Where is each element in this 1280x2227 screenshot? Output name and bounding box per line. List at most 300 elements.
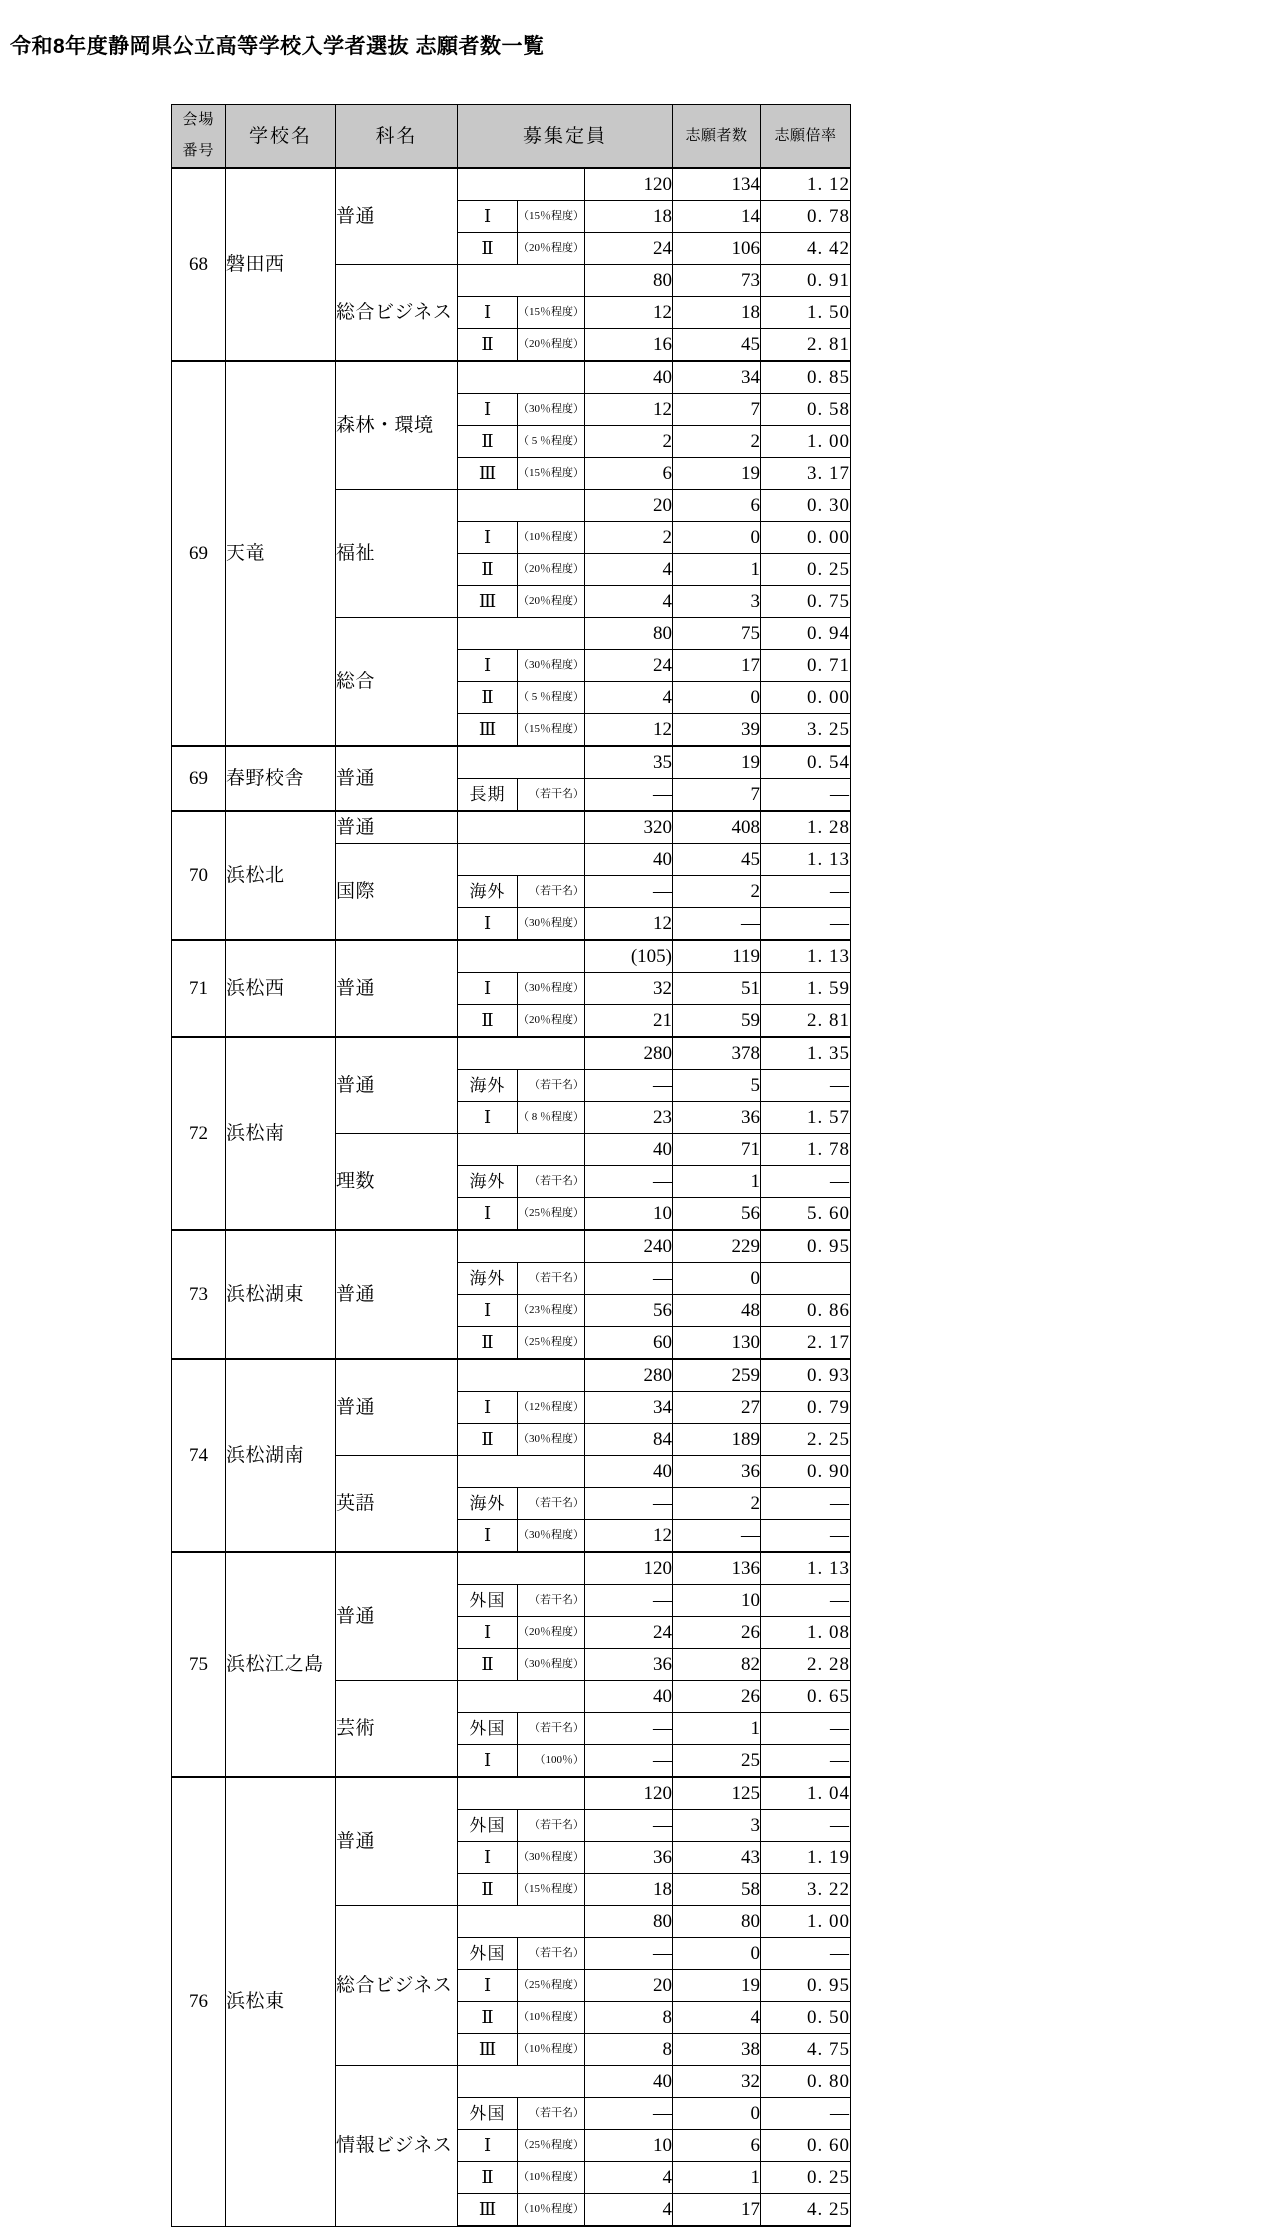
department-name-cell: 英語: [336, 1456, 458, 1553]
applicants-value-cell: 125: [673, 1777, 761, 1810]
quota-subcategory-empty: [458, 168, 585, 201]
quota-subcategory-percent: （23％程度）: [518, 1295, 585, 1327]
department-name-cell: 普通: [336, 746, 458, 811]
quota-subcategory-label: Ⅱ: [458, 426, 518, 458]
ratio-value-cell: 0. 86: [761, 1295, 851, 1327]
department-name-cell: 普通: [336, 940, 458, 1037]
applicants-value-cell: 56: [673, 1198, 761, 1231]
quota-subcategory-percent: （若干名）: [518, 1166, 585, 1198]
quota-value-cell: 6: [585, 458, 673, 490]
quota-value-cell: ―: [585, 1488, 673, 1520]
ratio-value-cell: ―: [761, 779, 851, 812]
quota-subcategory-percent: （20％程度）: [518, 586, 585, 618]
ratio-value-cell: 3. 22: [761, 1874, 851, 1906]
table-row: [172, 1777, 851, 1810]
applicants-value-cell: 1: [673, 2162, 761, 2194]
quota-subcategory-label: 海外: [458, 1070, 518, 1102]
ratio-value-cell: 1. 35: [761, 1037, 851, 1070]
quota-subcategory-label: Ⅱ: [458, 1005, 518, 1038]
quota-subcategory-label: 海外: [458, 1166, 518, 1198]
table-row: [172, 1552, 851, 1585]
quota-subcategory-percent: （若干名）: [518, 1585, 585, 1617]
quota-subcategory-percent: （15％程度）: [518, 458, 585, 490]
quota-value-cell: 20: [585, 1970, 673, 2002]
applicants-value-cell: 36: [673, 1102, 761, 1134]
quota-subcategory-percent: （30％程度）: [518, 650, 585, 682]
ratio-value-cell: 3. 25: [761, 714, 851, 747]
department-name-cell: 普通: [336, 1552, 458, 1681]
quota-subcategory-percent: （20％程度）: [518, 554, 585, 586]
ratio-value-cell: [761, 1263, 851, 1295]
department-name-cell: 総合ビジネス: [336, 1906, 458, 2066]
quota-value-cell: 12: [585, 394, 673, 426]
quota-subcategory-empty: [458, 618, 585, 650]
applicants-value-cell: 1: [673, 1166, 761, 1198]
ratio-value-cell: 0. 60: [761, 2130, 851, 2162]
applicants-value-cell: 5: [673, 1070, 761, 1102]
venue-number-cell: 69: [172, 361, 226, 746]
quota-subcategory-percent: （30％程度）: [518, 1520, 585, 1553]
ratio-value-cell: 0. 85: [761, 361, 851, 394]
ratio-value-cell: 1. 13: [761, 940, 851, 973]
ratio-value-cell: 0. 54: [761, 746, 851, 779]
quota-value-cell: 32: [585, 973, 673, 1005]
quota-subcategory-percent: （30％程度）: [518, 1842, 585, 1874]
department-name-cell: 普通: [336, 1359, 458, 1456]
quota-subcategory-percent: （若干名）: [518, 1070, 585, 1102]
quota-subcategory-percent: （20％程度）: [518, 1005, 585, 1038]
header-ratio: 志願倍率: [761, 105, 851, 169]
applicants-value-cell: 2: [673, 426, 761, 458]
quota-value-cell: 21: [585, 1005, 673, 1038]
quota-value-cell: 280: [585, 1359, 673, 1392]
department-name-cell: 総合ビジネス: [336, 265, 458, 362]
quota-subcategory-percent: （30％程度）: [518, 973, 585, 1005]
quota-value-cell: 40: [585, 844, 673, 876]
applicants-value-cell: 6: [673, 490, 761, 522]
quota-subcategory-empty: [458, 2066, 585, 2098]
quota-subcategory-empty: [458, 940, 585, 973]
table-row: [172, 1037, 851, 1070]
quota-subcategory-empty: [458, 844, 585, 876]
applicants-value-cell: 7: [673, 779, 761, 812]
quota-subcategory-percent: （30％程度）: [518, 394, 585, 426]
applicants-value-cell: 136: [673, 1552, 761, 1585]
ratio-value-cell: 0. 25: [761, 554, 851, 586]
ratio-value-cell: ―: [761, 1166, 851, 1198]
table-row: [172, 1230, 851, 1263]
quota-subcategory-label: Ⅱ: [458, 233, 518, 265]
table-row: [172, 361, 851, 394]
applicants-value-cell: 27: [673, 1392, 761, 1424]
applicants-value-cell: 408: [673, 811, 761, 844]
quota-value-cell: 2: [585, 426, 673, 458]
quota-value-cell: 40: [585, 1134, 673, 1166]
header-department-name: 科名: [336, 105, 458, 169]
quota-subcategory-percent: （10％程度）: [518, 522, 585, 554]
quota-subcategory-label: Ⅰ: [458, 394, 518, 426]
applicants-value-cell: 134: [673, 168, 761, 201]
ratio-value-cell: 0. 80: [761, 2066, 851, 2098]
quota-subcategory-empty: [458, 811, 585, 844]
quota-value-cell: ―: [585, 1166, 673, 1198]
quota-subcategory-percent: （20％程度）: [518, 1617, 585, 1649]
quota-subcategory-empty: [458, 1456, 585, 1488]
header-quota: 募集定員: [458, 105, 673, 169]
quota-subcategory-percent: （10％程度）: [518, 2162, 585, 2194]
applicants-value-cell: 19: [673, 746, 761, 779]
quota-value-cell: ―: [585, 1810, 673, 1842]
venue-number-cell: 71: [172, 940, 226, 1037]
quota-subcategory-label: Ⅰ: [458, 1745, 518, 1778]
venue-number-cell: 70: [172, 811, 226, 940]
quota-subcategory-empty: [458, 746, 585, 779]
ratio-value-cell: ―: [761, 908, 851, 941]
ratio-value-cell: 1. 19: [761, 1842, 851, 1874]
applicants-value-cell: 14: [673, 201, 761, 233]
ratio-value-cell: 1. 50: [761, 297, 851, 329]
applicants-value-cell: 51: [673, 973, 761, 1005]
applicants-value-cell: 43: [673, 1842, 761, 1874]
quota-value-cell: 40: [585, 1681, 673, 1713]
school-name-cell: 浜松湖東: [226, 1230, 336, 1359]
quota-value-cell: 80: [585, 618, 673, 650]
quota-subcategory-percent: （25％程度）: [518, 1327, 585, 1360]
quota-subcategory-percent: （若干名）: [518, 1810, 585, 1842]
quota-value-cell: 120: [585, 1777, 673, 1810]
ratio-value-cell: 1. 13: [761, 844, 851, 876]
quota-subcategory-empty: [458, 1037, 585, 1070]
applicants-value-cell: 18: [673, 297, 761, 329]
quota-subcategory-label: 外国: [458, 2098, 518, 2130]
quota-value-cell: 40: [585, 361, 673, 394]
quota-subcategory-percent: （若干名）: [518, 1488, 585, 1520]
quota-subcategory-label: Ⅱ: [458, 554, 518, 586]
quota-subcategory-percent: （20％程度）: [518, 233, 585, 265]
quota-subcategory-percent: （ 5 ％程度）: [518, 426, 585, 458]
ratio-value-cell: 3. 17: [761, 458, 851, 490]
quota-subcategory-percent: （10％程度）: [518, 2034, 585, 2066]
ratio-value-cell: 1. 59: [761, 973, 851, 1005]
quota-value-cell: 23: [585, 1102, 673, 1134]
applicants-value-cell: 82: [673, 1649, 761, 1681]
quota-value-cell: 40: [585, 2066, 673, 2098]
quota-subcategory-percent: （若干名）: [518, 2098, 585, 2130]
quota-subcategory-empty: [458, 1552, 585, 1585]
ratio-value-cell: ―: [761, 1713, 851, 1745]
applicants-value-cell: 75: [673, 618, 761, 650]
quota-subcategory-percent: （若干名）: [518, 1938, 585, 1970]
quota-subcategory-label: Ⅰ: [458, 1617, 518, 1649]
quota-subcategory-empty: [458, 1230, 585, 1263]
applicants-value-cell: 7: [673, 394, 761, 426]
quota-value-cell: ―: [585, 1585, 673, 1617]
quota-subcategory-percent: （12％程度）: [518, 1392, 585, 1424]
quota-value-cell: 34: [585, 1392, 673, 1424]
quota-value-cell: ―: [585, 1263, 673, 1295]
quota-value-cell: 320: [585, 811, 673, 844]
quota-subcategory-label: Ⅱ: [458, 2002, 518, 2034]
quota-subcategory-label: Ⅰ: [458, 650, 518, 682]
quota-value-cell: ―: [585, 1070, 673, 1102]
ratio-value-cell: 4. 25: [761, 2194, 851, 2227]
table-row: [172, 746, 851, 779]
applicants-value-cell: 130: [673, 1327, 761, 1360]
department-name-cell: 普通: [336, 1037, 458, 1134]
department-name-cell: 国際: [336, 844, 458, 941]
ratio-value-cell: 2. 81: [761, 1005, 851, 1038]
department-name-cell: 森林・環境: [336, 361, 458, 490]
quota-subcategory-label: Ⅱ: [458, 2162, 518, 2194]
applicants-value-cell: 58: [673, 1874, 761, 1906]
quota-value-cell: 4: [585, 2194, 673, 2227]
quota-subcategory-label: Ⅰ: [458, 297, 518, 329]
quota-subcategory-label: Ⅱ: [458, 1327, 518, 1360]
applicants-value-cell: 106: [673, 233, 761, 265]
applicants-table: [171, 104, 851, 2227]
header-venue-line1: 会場: [182, 112, 215, 128]
quota-value-cell: 84: [585, 1424, 673, 1456]
quota-subcategory-label: Ⅲ: [458, 586, 518, 618]
ratio-value-cell: ―: [761, 1938, 851, 1970]
quota-subcategory-percent: （若干名）: [518, 779, 585, 812]
venue-number-cell: 74: [172, 1359, 226, 1552]
table-body: [172, 168, 851, 2226]
applicants-value-cell: 2: [673, 1488, 761, 1520]
applicants-value-cell: 36: [673, 1456, 761, 1488]
applicants-value-cell: 259: [673, 1359, 761, 1392]
quota-value-cell: 12: [585, 714, 673, 747]
header-venue-line2: 番号: [182, 143, 215, 159]
quota-subcategory-label: Ⅱ: [458, 1874, 518, 1906]
quota-value-cell: 12: [585, 908, 673, 941]
quota-subcategory-label: 海外: [458, 1488, 518, 1520]
quota-subcategory-label: 海外: [458, 876, 518, 908]
quota-value-cell: 280: [585, 1037, 673, 1070]
venue-number-cell: 72: [172, 1037, 226, 1230]
applicants-value-cell: 1: [673, 554, 761, 586]
applicants-value-cell: 3: [673, 1810, 761, 1842]
ratio-value-cell: ―: [761, 2098, 851, 2130]
ratio-value-cell: 2. 17: [761, 1327, 851, 1360]
applicants-value-cell: 48: [673, 1295, 761, 1327]
quota-value-cell: 12: [585, 1520, 673, 1553]
table-row: [172, 940, 851, 973]
ratio-value-cell: 0. 58: [761, 394, 851, 426]
applicants-value-cell: 0: [673, 1938, 761, 1970]
applicants-value-cell: 25: [673, 1745, 761, 1778]
ratio-value-cell: 0. 50: [761, 2002, 851, 2034]
applicants-value-cell: 19: [673, 1970, 761, 2002]
quota-value-cell: 12: [585, 297, 673, 329]
quota-value-cell: 40: [585, 1456, 673, 1488]
ratio-value-cell: 0. 78: [761, 201, 851, 233]
applicants-value-cell: 6: [673, 2130, 761, 2162]
quota-subcategory-percent: （15％程度）: [518, 714, 585, 747]
applicants-value-cell: 17: [673, 650, 761, 682]
quota-subcategory-percent: （若干名）: [518, 1263, 585, 1295]
venue-number-cell: 73: [172, 1230, 226, 1359]
quota-subcategory-percent: （ 5 ％程度）: [518, 682, 585, 714]
school-name-cell: 浜松江之島: [226, 1552, 336, 1777]
quota-subcategory-percent: （30％程度）: [518, 1424, 585, 1456]
applicants-value-cell: 71: [673, 1134, 761, 1166]
ratio-value-cell: 0. 79: [761, 1392, 851, 1424]
quota-value-cell: 120: [585, 168, 673, 201]
school-name-cell: 浜松東: [226, 1777, 336, 2226]
quota-value-cell: 24: [585, 650, 673, 682]
quota-subcategory-label: 海外: [458, 1263, 518, 1295]
applicants-value-cell: 4: [673, 2002, 761, 2034]
applicants-value-cell: 1: [673, 1713, 761, 1745]
ratio-value-cell: 0. 00: [761, 682, 851, 714]
quota-value-cell: 16: [585, 329, 673, 362]
quota-value-cell: (105): [585, 940, 673, 973]
ratio-value-cell: 1. 13: [761, 1552, 851, 1585]
applicants-value-cell: 3: [673, 586, 761, 618]
applicants-value-cell: 73: [673, 265, 761, 297]
quota-subcategory-label: Ⅰ: [458, 1198, 518, 1231]
quota-subcategory-empty: [458, 1777, 585, 1810]
applicants-value-cell: 378: [673, 1037, 761, 1070]
quota-value-cell: 2: [585, 522, 673, 554]
ratio-value-cell: 0. 91: [761, 265, 851, 297]
quota-subcategory-label: Ⅰ: [458, 2130, 518, 2162]
department-name-cell: 福祉: [336, 490, 458, 618]
quota-value-cell: 8: [585, 2002, 673, 2034]
quota-value-cell: ―: [585, 2098, 673, 2130]
quota-value-cell: 56: [585, 1295, 673, 1327]
quota-subcategory-percent: （25％程度）: [518, 1970, 585, 2002]
quota-value-cell: 24: [585, 233, 673, 265]
quota-subcategory-label: Ⅲ: [458, 714, 518, 747]
quota-value-cell: ―: [585, 1745, 673, 1778]
department-name-cell: 芸術: [336, 1681, 458, 1778]
applicants-value-cell: 80: [673, 1906, 761, 1938]
ratio-value-cell: 0. 94: [761, 618, 851, 650]
quota-subcategory-label: Ⅲ: [458, 458, 518, 490]
quota-subcategory-percent: （15％程度）: [518, 1874, 585, 1906]
school-name-cell: 浜松南: [226, 1037, 336, 1230]
quota-value-cell: ―: [585, 876, 673, 908]
quota-value-cell: 18: [585, 201, 673, 233]
applicants-value-cell: 189: [673, 1424, 761, 1456]
quota-value-cell: 4: [585, 2162, 673, 2194]
ratio-value-cell: 1. 57: [761, 1102, 851, 1134]
quota-value-cell: 4: [585, 554, 673, 586]
ratio-value-cell: 1. 04: [761, 1777, 851, 1810]
quota-subcategory-percent: （25％程度）: [518, 1198, 585, 1231]
applicants-value-cell: 19: [673, 458, 761, 490]
applicants-value-cell: 26: [673, 1681, 761, 1713]
ratio-value-cell: ―: [761, 1070, 851, 1102]
quota-subcategory-percent: （15％程度）: [518, 297, 585, 329]
ratio-value-cell: 1. 12: [761, 168, 851, 201]
quota-value-cell: 8: [585, 2034, 673, 2066]
department-name-cell: 普通: [336, 1230, 458, 1359]
quota-subcategory-percent: （100％）: [518, 1745, 585, 1778]
applicants-value-cell: 45: [673, 844, 761, 876]
quota-subcategory-label: 長期: [458, 779, 518, 812]
applicants-value-cell: 2: [673, 876, 761, 908]
applicants-value-cell: 119: [673, 940, 761, 973]
quota-value-cell: 36: [585, 1842, 673, 1874]
header-applicants: 志願者数: [673, 105, 761, 169]
ratio-value-cell: 1. 28: [761, 811, 851, 844]
quota-subcategory-percent: （20％程度）: [518, 329, 585, 362]
department-name-cell: 普通: [336, 811, 458, 844]
ratio-value-cell: 2. 25: [761, 1424, 851, 1456]
applicants-value-cell: ―: [673, 908, 761, 941]
quota-value-cell: 80: [585, 265, 673, 297]
ratio-value-cell: ―: [761, 876, 851, 908]
department-name-cell: 情報ビジネス: [336, 2066, 458, 2227]
ratio-value-cell: 5. 60: [761, 1198, 851, 1231]
quota-subcategory-percent: （25％程度）: [518, 2130, 585, 2162]
ratio-value-cell: 0. 65: [761, 1681, 851, 1713]
quota-subcategory-label: Ⅰ: [458, 908, 518, 941]
quota-value-cell: 20: [585, 490, 673, 522]
ratio-value-cell: 0. 90: [761, 1456, 851, 1488]
venue-number-cell: 75: [172, 1552, 226, 1777]
quota-subcategory-label: Ⅰ: [458, 1842, 518, 1874]
ratio-value-cell: 2. 28: [761, 1649, 851, 1681]
applicants-value-cell: 59: [673, 1005, 761, 1038]
ratio-value-cell: 4. 75: [761, 2034, 851, 2066]
quota-subcategory-label: Ⅲ: [458, 2034, 518, 2066]
school-name-cell: 天竜: [226, 361, 336, 746]
quota-subcategory-label: Ⅰ: [458, 201, 518, 233]
quota-subcategory-label: Ⅰ: [458, 1392, 518, 1424]
department-name-cell: 普通: [336, 1777, 458, 1906]
ratio-value-cell: 0. 95: [761, 1970, 851, 2002]
quota-subcategory-percent: （30％程度）: [518, 908, 585, 941]
applicants-value-cell: 26: [673, 1617, 761, 1649]
school-name-cell: 浜松北: [226, 811, 336, 940]
quota-subcategory-label: Ⅰ: [458, 973, 518, 1005]
quota-subcategory-label: Ⅰ: [458, 522, 518, 554]
quota-value-cell: 35: [585, 746, 673, 779]
quota-value-cell: ―: [585, 779, 673, 812]
quota-subcategory-empty: [458, 490, 585, 522]
ratio-value-cell: 1. 00: [761, 1906, 851, 1938]
quota-value-cell: 10: [585, 2130, 673, 2162]
quota-subcategory-label: 外国: [458, 1810, 518, 1842]
applicants-value-cell: 0: [673, 2098, 761, 2130]
header-venue-number: [172, 105, 226, 169]
quota-value-cell: 18: [585, 1874, 673, 1906]
quota-subcategory-label: Ⅰ: [458, 1970, 518, 2002]
quota-value-cell: ―: [585, 1713, 673, 1745]
applicants-value-cell: 39: [673, 714, 761, 747]
school-name-cell: 浜松湖南: [226, 1359, 336, 1552]
ratio-value-cell: ―: [761, 1810, 851, 1842]
quota-value-cell: 240: [585, 1230, 673, 1263]
quota-subcategory-empty: [458, 1134, 585, 1166]
applicants-value-cell: 34: [673, 361, 761, 394]
quota-subcategory-percent: （10％程度）: [518, 2002, 585, 2034]
school-name-cell: 磐田西: [226, 168, 336, 361]
quota-subcategory-empty: [458, 361, 585, 394]
quota-value-cell: 4: [585, 682, 673, 714]
table-row: [172, 811, 851, 844]
ratio-value-cell: 0. 71: [761, 650, 851, 682]
applicants-value-cell: 0: [673, 1263, 761, 1295]
quota-subcategory-label: Ⅰ: [458, 1295, 518, 1327]
applicants-value-cell: 17: [673, 2194, 761, 2227]
quota-subcategory-label: Ⅱ: [458, 1424, 518, 1456]
ratio-value-cell: 2. 81: [761, 329, 851, 362]
